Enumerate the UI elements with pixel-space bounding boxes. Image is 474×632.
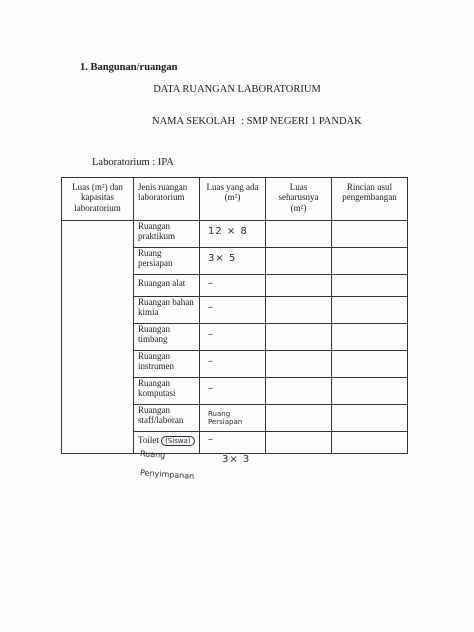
header-required-area: Luas seharusnya (m²)	[266, 178, 332, 221]
header-development-proposal: Rincian usul pengembangan	[332, 178, 408, 221]
document-title: DATA RUANGAN LABORATORIUM	[153, 84, 321, 95]
room-name: Toilet	[138, 435, 159, 445]
room-area-value: –	[200, 297, 266, 324]
required-area-cell	[266, 221, 332, 248]
school-value: : SMP NEGERI 1 PANDAK	[241, 116, 362, 127]
room-area-value: 12 × 8	[200, 221, 266, 248]
required-area-cell	[266, 351, 332, 378]
area-capacity-cell	[62, 221, 134, 454]
handwritten-room-label: Ruang	[139, 449, 166, 460]
room-area-value: –	[200, 275, 266, 297]
room-area-value: –	[200, 351, 266, 378]
table-header-row	[62, 178, 408, 221]
school-label: NAMA SEKOLAH	[152, 116, 236, 127]
room-name: Ruangan staff/laboran	[134, 405, 200, 432]
header-area-capacity: Luas (m²) dan kapasitas laboratorium	[62, 178, 134, 221]
proposal-cell	[332, 405, 408, 432]
required-area-cell	[266, 378, 332, 405]
proposal-cell	[332, 432, 408, 454]
room-area-value: 3× 5	[200, 248, 266, 275]
proposal-cell	[332, 351, 408, 378]
proposal-cell	[332, 275, 408, 297]
room-data-table	[61, 177, 408, 454]
room-area-value: –	[200, 324, 266, 351]
required-area-cell	[266, 405, 332, 432]
room-name: Ruang persiapan	[134, 248, 200, 275]
header-room-type: Jenis ruangan laboratorium	[134, 178, 200, 221]
handwritten-room-label-2: Penyimpanan	[139, 468, 195, 481]
room-name: Ruangan timbang	[134, 324, 200, 351]
required-area-cell	[266, 324, 332, 351]
room-name: Ruangan alat	[134, 275, 200, 297]
handwritten-room-area: 3× 3	[222, 454, 251, 465]
room-area-value: –	[200, 432, 266, 454]
required-area-cell	[266, 275, 332, 297]
proposal-cell	[332, 324, 408, 351]
section-title: 1. Bangunan/ruangan	[80, 62, 178, 73]
room-name: Ruangan praktikum	[134, 221, 200, 248]
room-area-value: Ruang Persiapan	[200, 405, 266, 432]
room-name: Ruangan instrumen	[134, 351, 200, 378]
handwritten-note: (Siswa)	[161, 436, 195, 446]
room-name: Ruangan komputasi	[134, 378, 200, 405]
required-area-cell	[266, 297, 332, 324]
required-area-cell	[266, 432, 332, 454]
room-name: Ruangan bahan kimia	[134, 297, 200, 324]
proposal-cell	[332, 378, 408, 405]
proposal-cell	[332, 221, 408, 248]
proposal-cell	[332, 248, 408, 275]
table-row	[62, 221, 408, 248]
header-existing-area: Luas yang ada (m²)	[200, 178, 266, 221]
laboratory-label: Laboratorium : IPA	[92, 157, 174, 168]
school-name-line	[152, 116, 362, 127]
room-area-value: –	[200, 378, 266, 405]
proposal-cell	[332, 297, 408, 324]
required-area-cell	[266, 248, 332, 275]
